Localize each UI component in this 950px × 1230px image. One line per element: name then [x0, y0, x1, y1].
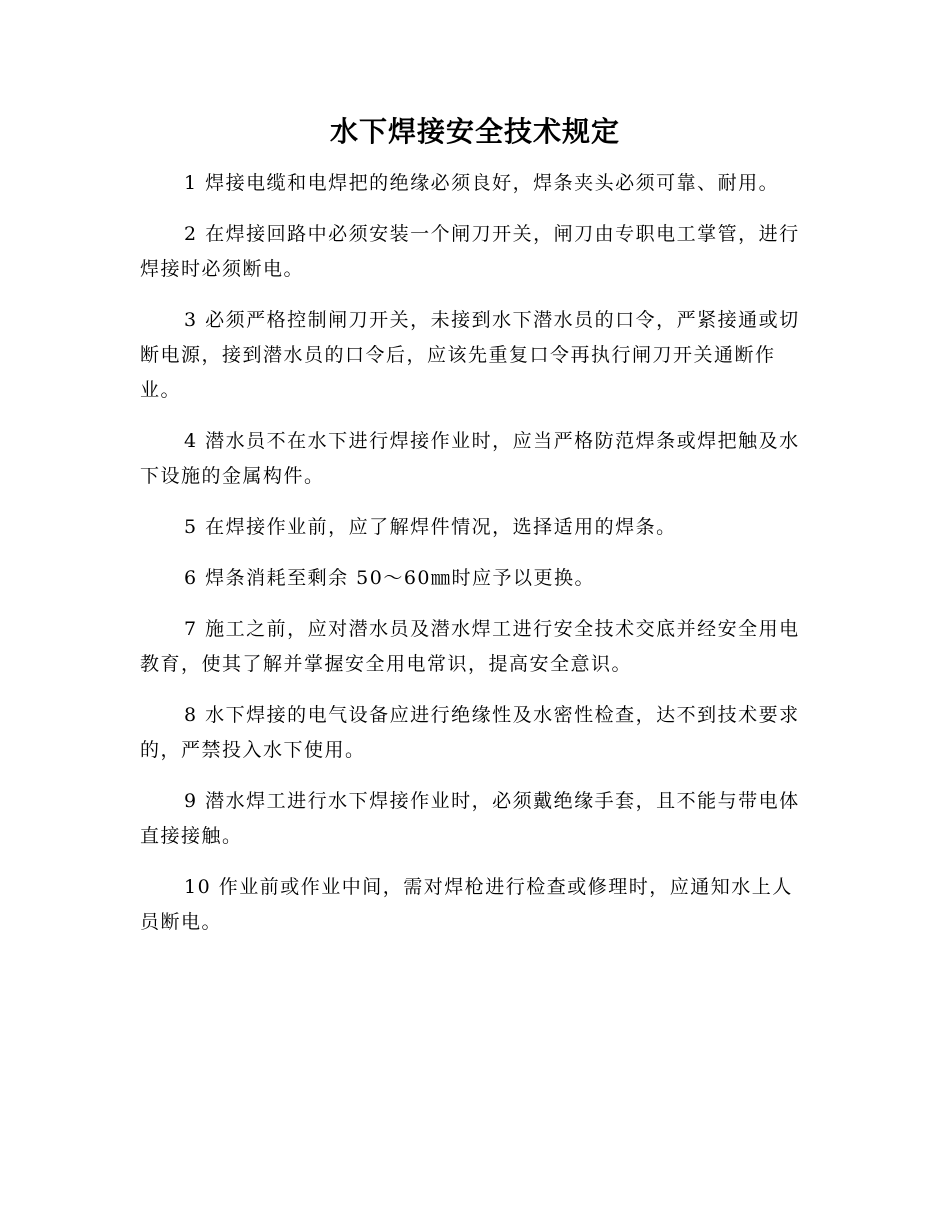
paragraph-4: 4 潜水员不在水下进行焊接作业时，应当严格防范焊条或焊把触及水下设施的金属构件。 — [140, 430, 800, 487]
document-body — [140, 166, 808, 956]
paragraph-10: 10 作业前或作业中间，需对焊枪进行检查或修理时，应通知水上人员断电。 — [140, 876, 793, 933]
document-title: 水下焊接安全技术规定 — [329, 115, 620, 148]
paragraph-9: 9 潜水焊工进行水下焊接作业时，必须戴绝缘手套，且不能与带电体直接接触。 — [140, 790, 800, 847]
paragraph-2: 2 在焊接回路中必须安装一个闸刀开关，闸刀由专职电工掌管，进行焊接时必须断电。 — [140, 223, 800, 280]
paragraph-5: 5 在焊接作业前，应了解焊件情况，选择适用的焊条。 — [184, 516, 677, 538]
paragraph-1: 1 焊接电缆和电焊把的绝缘必须良好，焊条夹头必须可靠、耐用。 — [184, 172, 780, 194]
paragraph-6: 6 焊条消耗至剩余 50～60㎜时应予以更换。 — [184, 567, 596, 589]
paragraph-7: 7 施工之前，应对潜水员及潜水焊工进行安全技术交底并经安全用电教育，使其了解并掌握安全用电常识，提高安全意识。 — [140, 618, 800, 675]
paragraph-8: 8 水下焊接的电气设备应进行绝缘性及水密性检查，达不到技术要求的，严禁投入水下使用。 — [140, 704, 800, 761]
paragraph-3: 3 必须严格控制闸刀开关，未接到水下潜水员的口令，严紧接通或切断电源，接到潜水员的口令后，应该先重复口令再执行闸刀开关通断作业。 — [140, 309, 800, 401]
